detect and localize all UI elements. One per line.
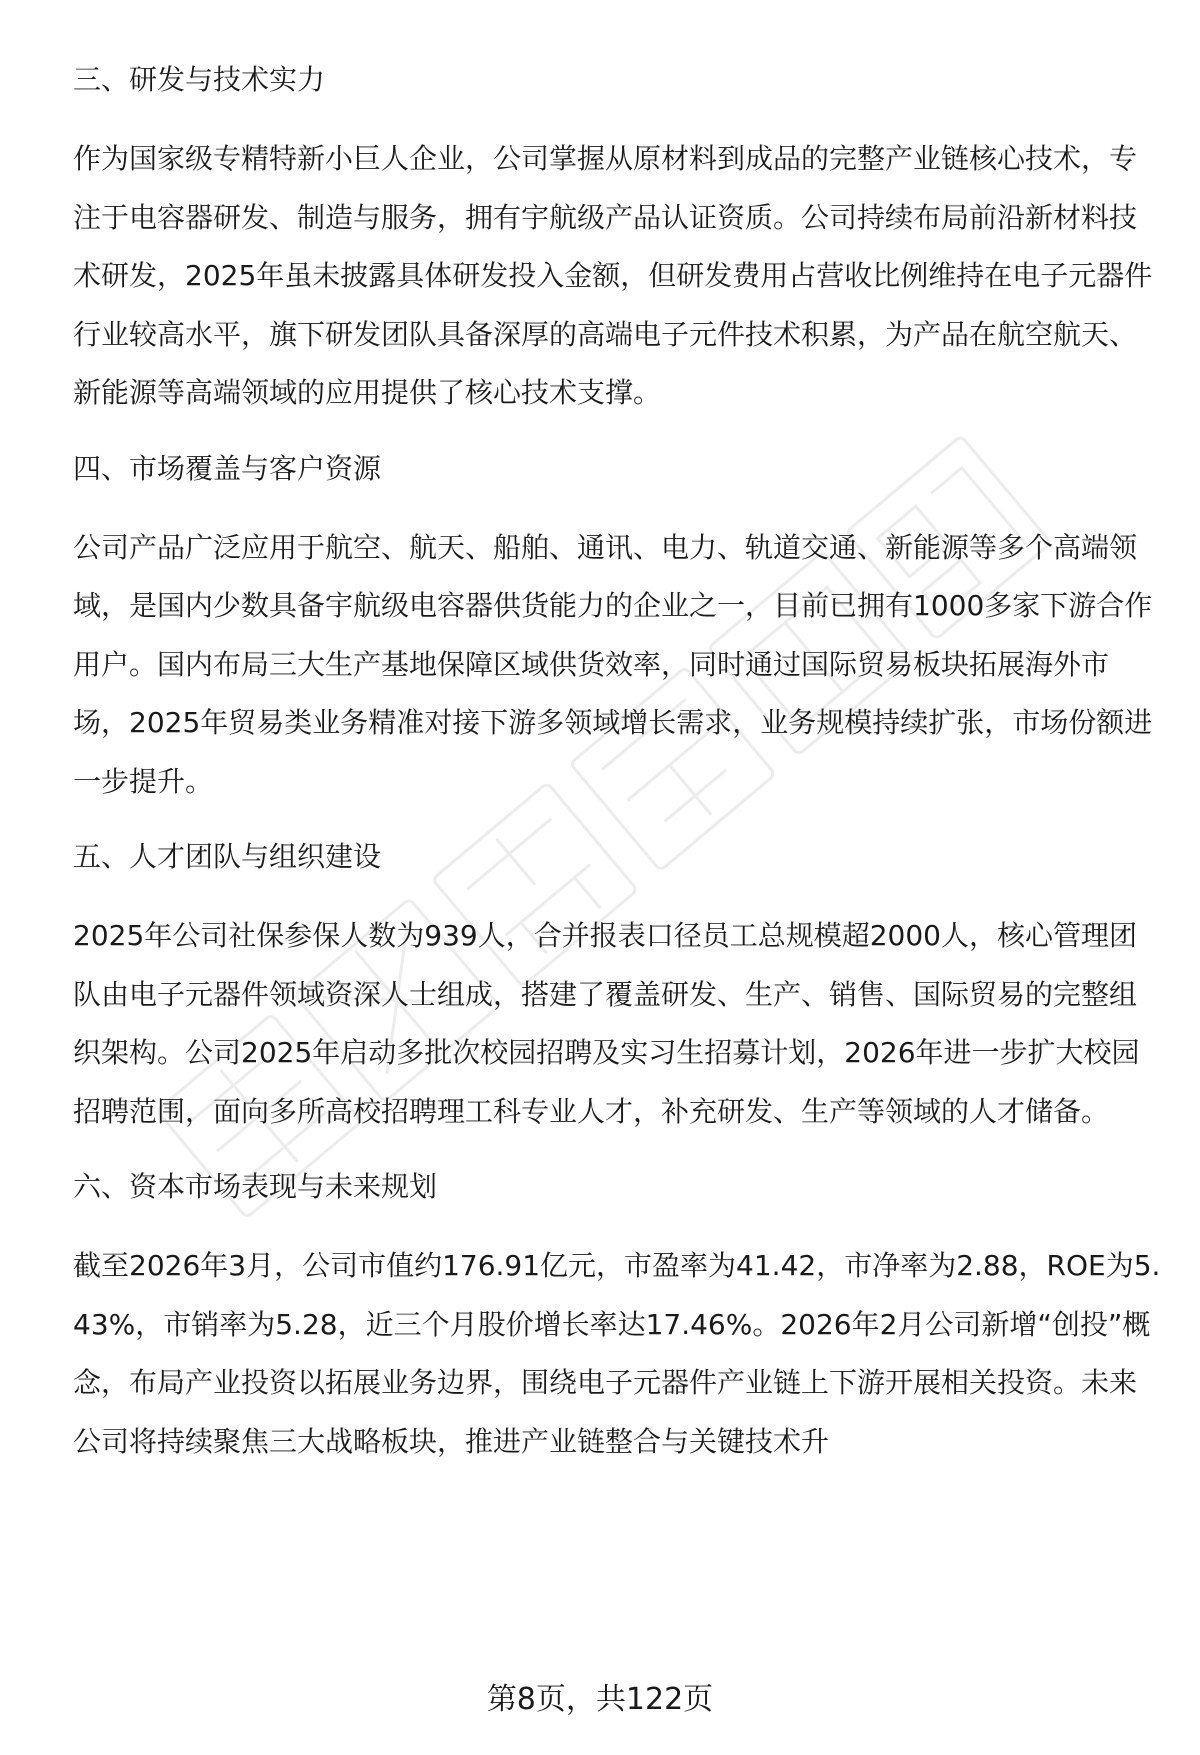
section-heading-rd: 三、研发与技术实力 — [73, 63, 326, 96]
page-number-footer: 第8页，共122页 — [486, 1682, 714, 1717]
section-paragraph-market: 公司产品广泛应用于航空、航天、船舶、通讯、电力、轨道交通、新能源等多个高端领域，是国内少数具备宇航级电容器供货能力的企业之一，目前已拥有1000多家下游合作用户。国内布局三大生产基地保障区域供货效率，同时通过国际贸易板块拓展海外市场，2025年贸易类业务精准对接下游多领域增长需求，业务规模持续扩张，市场份额进一步提升。 — [73, 530, 1153, 798]
document-body — [73, 60, 1163, 1471]
section-paragraph-rd: 作为国家级专精特新小巨人企业，公司掌握从原材料到成品的完整产业链核心技术，专注于电容器研发、制造与服务，拥有宇航级产品认证资质。公司持续布局前沿新材料技术研发，2025年虽未披露具体研发投入金额，但研发费用占营收比例维持在电子元器件行业较高水平，旗下研发团队具备深厚的高端电子元件技术积累，为产品在航空航天、新能源等高端领域的应用提供了核心技术支撑。 — [73, 142, 1153, 409]
section-paragraph-capital: 截至2026年3月，公司市值约176.91亿元，市盈率为41.42，市净率为2.88，ROE为5.43%，市销率为5.28，近三个月股价增长率达17.46%。2026年2月公司新增“创投”概念，布局产业投资以拓展业务边界，围绕电子元器件产业链上下游开展相关投资。未来公司将持续聚焦三大战略板块，推进产业链整合与关键技术升 — [73, 1249, 1161, 1458]
section-paragraph-talent: 2025年公司社保参保人数为939人，合并报表口径员工总规模超2000人，核心管理团队由电子元器件领域资深人士组成，搭建了覆盖研发、生产、销售、国际贸易的完整组织架构。公司2025年启动多批次校园招聘及实习生招募计划，2026年进一步扩大校园招聘范围，面向多所高校招聘理工科专业人才，补充研发、生产等领域的人才储备。 — [73, 919, 1140, 1128]
section-heading-talent: 五、人才团队与组织建设 — [73, 840, 382, 873]
section-heading-capital: 六、资本市场表现与未来规划 — [73, 1170, 438, 1203]
section-heading-market: 四、市场覆盖与客户资源 — [73, 451, 382, 485]
